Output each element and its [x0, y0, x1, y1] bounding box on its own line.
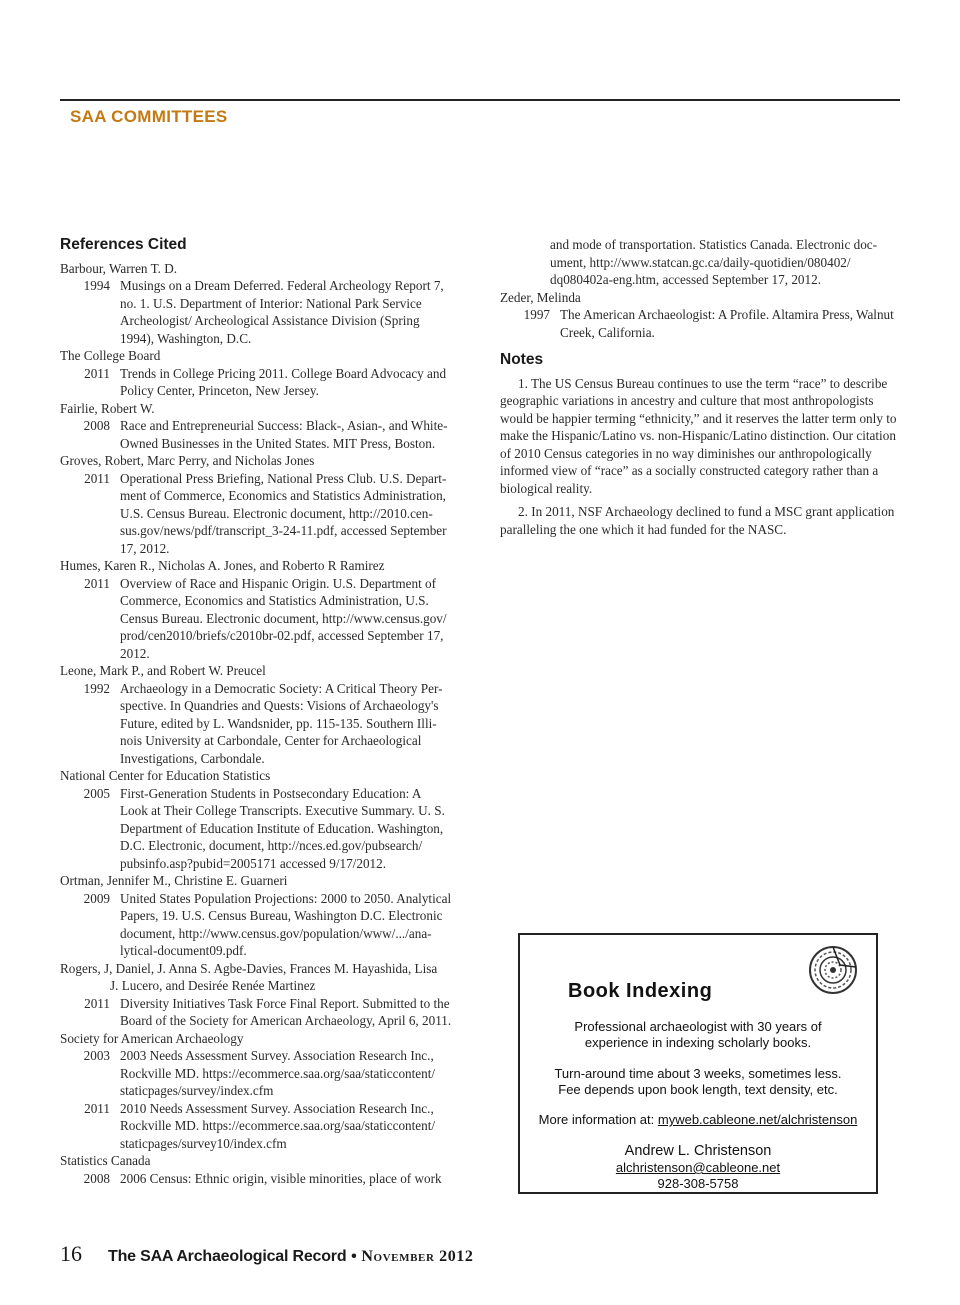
- reference-line: 2003 Needs Assessment Survey. Association Research Inc.,: [120, 1048, 434, 1063]
- reference-line: Department of Education Institute of Education. Washington,: [120, 820, 444, 836]
- reference-line: Commerce, Economics and Statistics Administration, U.S.: [120, 593, 429, 608]
- ad-more-info: [520, 1112, 876, 1128]
- reference-author: Society for American Archaeology: [60, 1030, 244, 1046]
- section-title: SAA COMMITTEES: [70, 107, 228, 126]
- reference-author: Statistics Canada: [60, 1153, 151, 1168]
- issue-date: November 2012: [361, 1248, 474, 1265]
- publication-title: The SAA Archaeological Record: [108, 1248, 347, 1265]
- reference-author: Rogers, J, Daniel, J. Anna S. Agbe-Davies, Frances M. Hayashida, Lisa: [60, 960, 438, 976]
- reference-author: Barbour, Warren T. D.: [60, 260, 178, 276]
- reference-year: 1994: [83, 278, 110, 293]
- reference-text: [110, 575, 465, 663]
- reference-year: 2003: [83, 1048, 110, 1063]
- spiral-logo-icon: [808, 945, 858, 995]
- reference-line: Look at Their College Transcripts. Executive Summary. U. S.: [120, 803, 445, 818]
- reference-line: Investigations, Carbondale.: [120, 750, 265, 766]
- reference-line: 2006 Census: Ethnic origin, visible minorities, place of work: [120, 1170, 442, 1186]
- page-footer: [60, 1241, 474, 1267]
- reference-entry: [60, 1100, 465, 1153]
- reference-entry: [60, 995, 465, 1030]
- ad-title: Book Indexing: [568, 980, 713, 1002]
- reference-author: Fairlie, Robert W.: [60, 400, 155, 416]
- reference-list: [60, 260, 465, 1188]
- reference-author: Groves, Robert, Marc Perry, and Nicholas Jones: [60, 453, 315, 468]
- reference-entry: [60, 1170, 465, 1188]
- notes-heading: Notes: [500, 351, 544, 368]
- reference-text: [110, 277, 465, 347]
- ad-line: Turn-around time about 3 weeks, sometimes less.: [554, 1066, 842, 1081]
- reference-list-continued: [500, 289, 900, 342]
- reference-entry: [60, 470, 465, 558]
- reference-line: 1994), Washington, D.C.: [120, 330, 252, 346]
- reference-line: Owned Businesses in the United States. MIT Press, Boston.: [120, 435, 436, 451]
- reference-year: 2011: [84, 995, 110, 1011]
- ad-line: experience in indexing scholarly books.: [584, 1035, 812, 1050]
- reference-text: [110, 1170, 465, 1188]
- ad-line: Professional archaeologist with 30 years of: [574, 1019, 822, 1034]
- reference-line: Operational Press Briefing, National Press Club. U.S. Depart-: [120, 470, 447, 486]
- reference-text: [110, 1100, 465, 1153]
- reference-entry: [60, 785, 465, 873]
- reference-year: 2008: [83, 418, 110, 433]
- reference-line: lytical-document09.pdf.: [120, 943, 247, 958]
- reference-entry: [60, 417, 465, 452]
- reference-text: [110, 365, 465, 400]
- reference-author: National Center for Education Statistics: [60, 768, 271, 783]
- left-column: [60, 236, 465, 1187]
- reference-line: and mode of transportation. Statistics Canada. Electronic doc-: [550, 237, 878, 252]
- reference-year: 1992: [83, 680, 110, 696]
- reference-line: ment of Commerce, Economics and Statistics Administration,: [120, 488, 446, 503]
- reference-line: Race and Entrepreneurial Success: Black-, Asian-, and White-: [120, 418, 448, 433]
- reference-year: 2011: [84, 365, 110, 381]
- reference-line: Diversity Initiatives Task Force Final Report. Submitted to the: [120, 995, 450, 1011]
- reference-line: Musings on a Dream Deferred. Federal Archeology Report 7,: [120, 278, 444, 293]
- reference-entry: [60, 680, 465, 768]
- reference-text: [110, 785, 465, 873]
- reference-text: [110, 680, 465, 768]
- reference-author: Zeder, Melinda: [500, 289, 581, 305]
- reference-continuation: [500, 236, 900, 289]
- reference-year: 2005: [83, 785, 110, 801]
- reference-line: dq080402a-eng.htm, accessed September 17, 2012.: [550, 272, 822, 287]
- reference-line: Archeologist/ Archeological Assistance Division (Spring: [120, 313, 420, 328]
- reference-line: The American Archaeologist: A Profile. Altamira Press, Walnut: [560, 307, 894, 322]
- page-number: 16: [60, 1241, 82, 1266]
- reference-line: Policy Center, Princeton, New Jersey.: [120, 383, 319, 398]
- reference-line: Creek, California.: [560, 324, 655, 340]
- ad-phone: 928-308-5758: [657, 1176, 739, 1191]
- reference-line: Rockville MD. https://ecommerce.saa.org/saa/staticcontent/: [120, 1118, 436, 1133]
- reference-line: staticpages/survey10/index.cfm: [120, 1135, 287, 1151]
- reference-year: 2008: [83, 1170, 110, 1186]
- ad-contact-name: Andrew L. Christenson: [624, 1143, 772, 1159]
- reference-year: 2011: [84, 575, 110, 591]
- reference-text: [110, 890, 465, 960]
- reference-entry: [60, 890, 465, 960]
- reference-text: [110, 417, 465, 452]
- reference-line: 2012.: [120, 645, 150, 661]
- book-indexing-ad: [518, 933, 878, 1194]
- reference-line: spective. In Quandries and Quests: Visions of Archaeology's: [120, 698, 439, 713]
- reference-line: ument, http://www.statcan.gc.ca/daily-quotidien/080402/: [550, 254, 851, 270]
- reference-line: Trends in College Pricing 2011. College Board Advocacy and: [120, 365, 447, 381]
- reference-line: Papers, 19. U.S. Census Bureau, Washington D.C. Electronic: [120, 908, 443, 923]
- reference-author: The College Board: [60, 348, 161, 363]
- reference-author: Humes, Karen R., Nicholas A. Jones, and Roberto R Ramirez: [60, 558, 385, 573]
- reference-line: nois University at Carbondale, Center for Archaeological: [120, 733, 422, 748]
- reference-year: 1997: [523, 307, 550, 322]
- reference-line: staticpages/survey/index.cfm: [120, 1083, 274, 1098]
- notes-section: [500, 351, 900, 538]
- reference-line: 17, 2012.: [120, 540, 170, 556]
- reference-entry: [500, 306, 900, 341]
- ad-line: Fee depends upon book length, text density, etc.: [558, 1082, 838, 1097]
- reference-line: Census Bureau. Electronic document, http://www.census.gov/: [120, 610, 447, 626]
- reference-line: sus.gov/news/pdf/transcript_3-24-11.pdf, accessed September: [120, 523, 447, 538]
- reference-line: Future, edited by L. Wandsnider, pp. 115-135. Southern Illi-: [120, 715, 437, 731]
- reference-line: no. 1. U.S. Department of Interior: National Park Service: [120, 295, 422, 311]
- reference-line: United States Population Projections: 2000 to 2050. Analytical: [120, 890, 452, 906]
- reference-entry: [60, 1047, 465, 1100]
- reference-author-continued: J. Lucero, and Desirée Renée Martinez: [110, 978, 316, 993]
- reference-author: Leone, Mark P., and Robert W. Preucel: [60, 663, 266, 678]
- reference-line: Board of the Society for American Archaeology, April 6, 2011.: [120, 1013, 452, 1028]
- ad-more-label: More information at:: [538, 1112, 658, 1127]
- references-heading: References Cited: [60, 236, 187, 253]
- reference-line: First-Generation Students in Postsecondary Education: A: [120, 785, 422, 801]
- reference-text: [110, 470, 465, 558]
- reference-line: document, http://www.census.gov/population/www/.../ana-: [120, 925, 432, 941]
- reference-line: 2010 Needs Assessment Survey. Association Research Inc.,: [120, 1100, 434, 1116]
- reference-text: [110, 995, 465, 1030]
- reference-line: Overview of Race and Hispanic Origin. U.S. Department of: [120, 575, 437, 591]
- footer-bullet: •: [351, 1248, 357, 1265]
- note-item: 2. In 2011, NSF Archaeology declined to fund a MSC grant application paralleling the one which it had funded for the NASC.: [500, 504, 895, 537]
- reference-year: 2011: [84, 470, 110, 486]
- reference-text: [110, 1047, 465, 1100]
- reference-line: Archaeology in a Democratic Society: A Critical Theory Per-: [120, 680, 443, 696]
- note-item: 1. The US Census Bureau continues to use the term “race” to describe geographic variations in ancestry and culture that most anthropologists would be happier terming “ethnicity,” and it reserves the latter term only to make the Hispanic/Latino vs. non-Hispanic/Latino distinction. Our citation of 2010 Census categories in no way diminishes our anthropologically informed view of “race” as a socially constructed category rather than a biological reality.: [500, 375, 897, 496]
- header-rule: [60, 99, 900, 101]
- ad-email-link[interactable]: alchristenson@cableone.net: [615, 1160, 781, 1175]
- reference-line: U.S. Census Bureau. Electronic document, http://2010.cen-: [120, 505, 433, 521]
- reference-line: pubsinfo.asp?pubid=2005171 accessed 9/17/2012.: [120, 855, 387, 871]
- reference-entry: [60, 575, 465, 663]
- reference-entry: [60, 365, 465, 400]
- reference-line: prod/cen2010/briefs/c2010br-02.pdf, accessed September 17,: [120, 628, 444, 643]
- reference-line: Rockville MD. https://ecommerce.saa.org/saa/staticcontent/: [120, 1065, 436, 1081]
- reference-line: D.C. Electronic, document, http://nces.ed.gov/pubsearch/: [120, 838, 423, 853]
- reference-year: 2009: [83, 890, 110, 906]
- reference-text: [550, 306, 900, 341]
- reference-year: 2011: [84, 1100, 110, 1116]
- reference-entry: [60, 277, 465, 347]
- ad-website-link[interactable]: myweb.cableone.net/alchristenson: [657, 1112, 858, 1127]
- reference-author: Ortman, Jennifer M., Christine E. Guarneri: [60, 873, 288, 888]
- right-column: [500, 236, 900, 544]
